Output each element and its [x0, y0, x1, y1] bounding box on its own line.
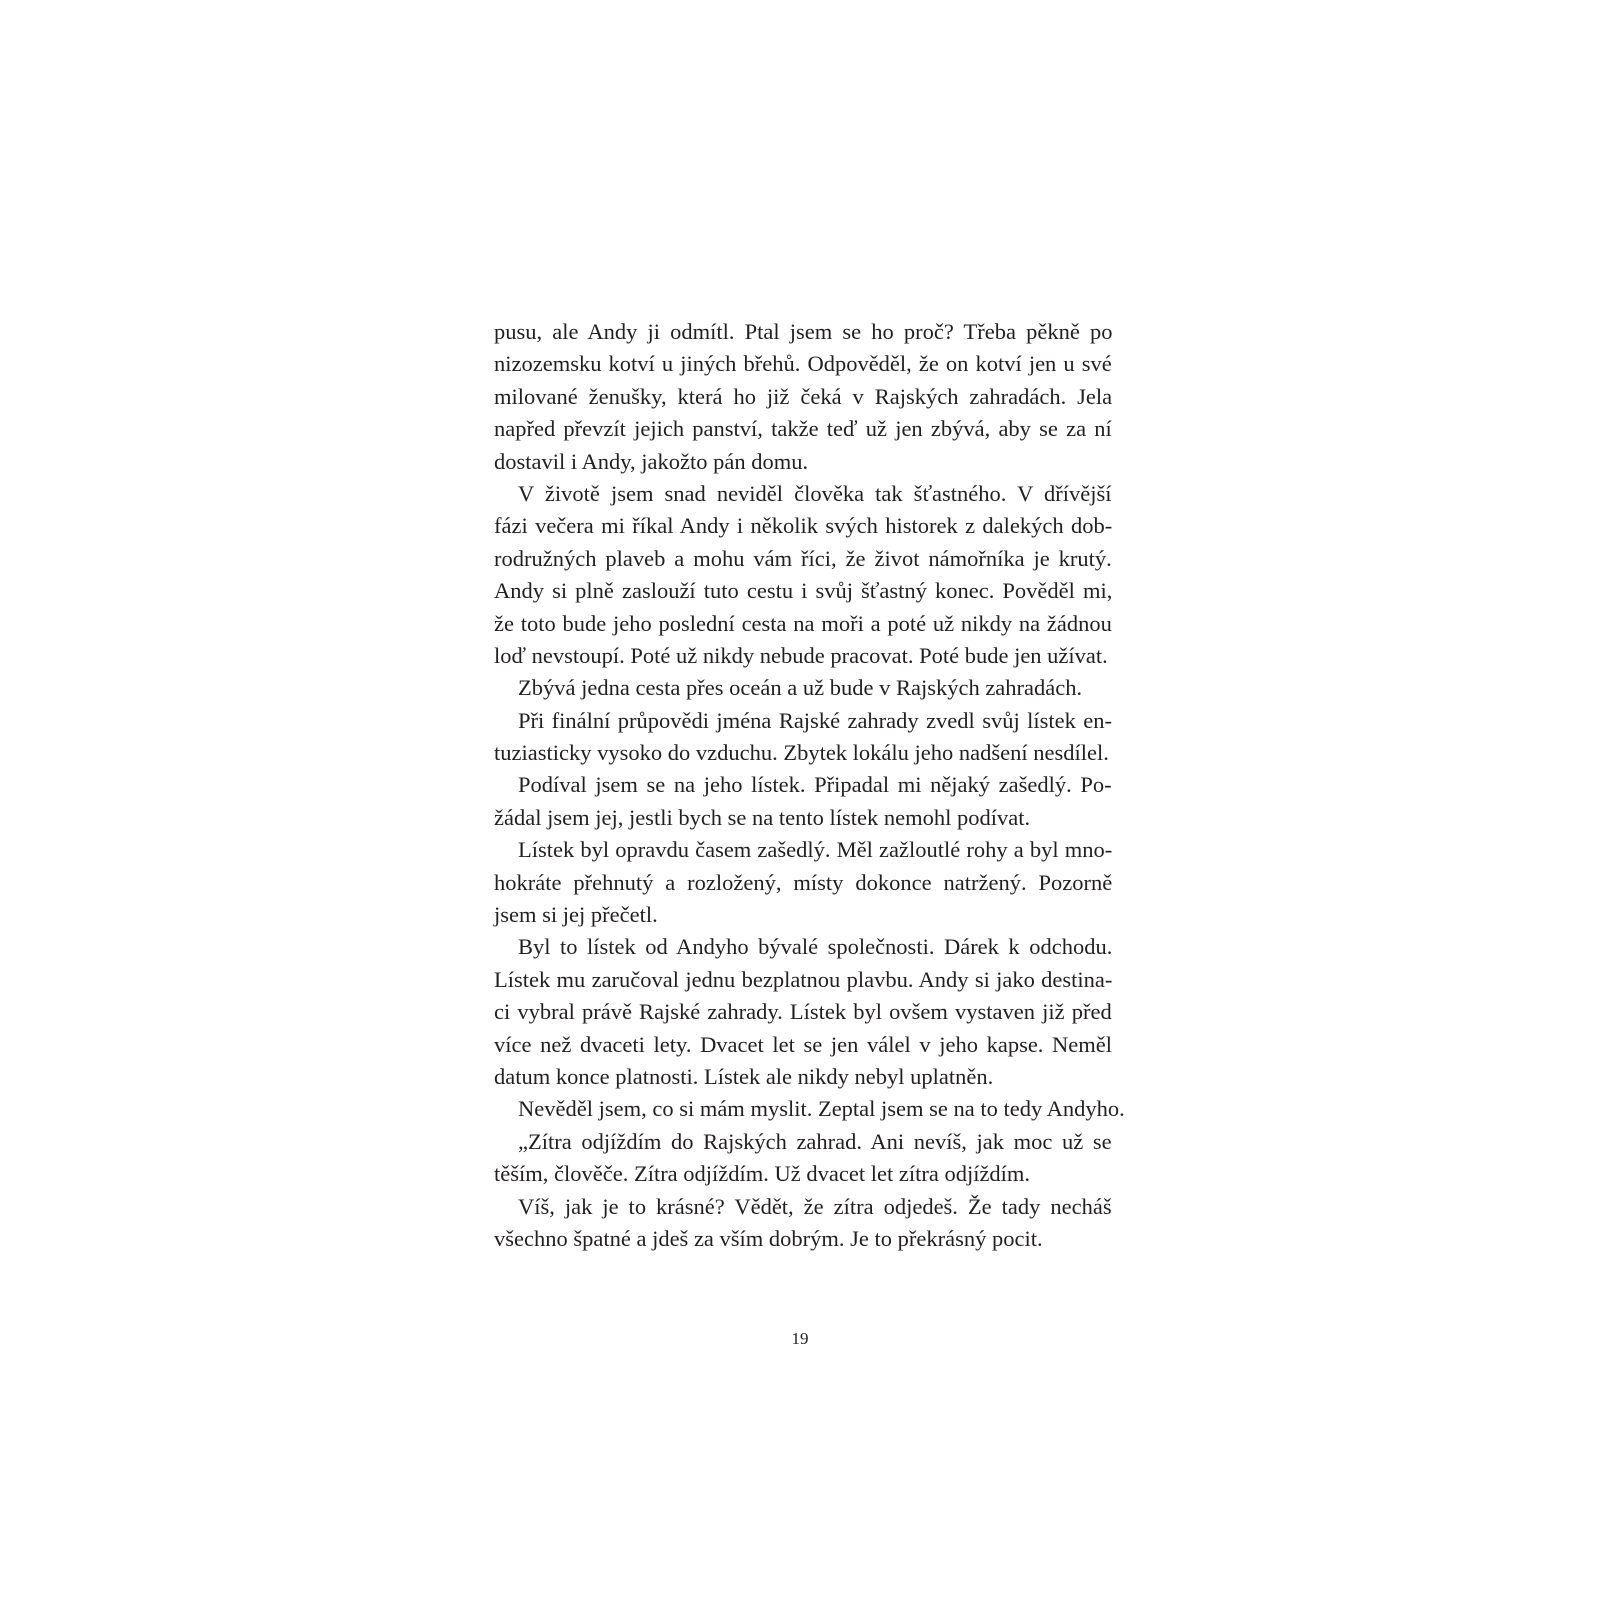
- text-line: Při finální průpovědi jména Rajské zahrady zvedl svůj lístek en-: [518, 707, 1112, 733]
- text-line: žádal jsem jej, jestli bych se na tento lístek nemohl podívat.: [494, 804, 1031, 830]
- text-line: jsem si jej přečetl.: [494, 902, 658, 928]
- text-line: Byl to lístek od Andyho bývalé společnosti. Dárek k odchodu.: [518, 934, 1113, 960]
- text-line: Zbývá jedna cesta přes oceán a už bude v Rajských zahradách.: [518, 675, 1083, 701]
- text-line: datum konce platnosti. Lístek ale nikdy nebyl uplatněn.: [494, 1063, 994, 1089]
- text-line: všechno špatné a jdeš za vším dobrým. Je to překrásný pocit.: [494, 1225, 1043, 1251]
- text-line: napřed převzít jejich panství, takže teď už jen zbývá, aby se za ní: [494, 416, 1112, 442]
- text-line: ci vybral právě Rajské zahrady. Lístek byl ovšem vystaven již před: [494, 999, 1112, 1025]
- text-line: že toto bude jeho poslední cesta na moři a poté už nikdy na žádnou: [494, 610, 1112, 636]
- text-line: Lístek mu zaručoval jednu bezplatnou plavbu. Andy si jako destina-: [494, 966, 1113, 992]
- text-line: dostavil i Andy, jakožto pán domu.: [494, 448, 809, 474]
- text-line: Víš, jak je to krásné? Vědět, že zítra odjedeš. Že tady necháš: [518, 1193, 1112, 1219]
- text-line: „Zítra odjíždím do Rajských zahrad. Ani nevíš, jak moc už se: [518, 1128, 1112, 1154]
- text-line: nizozemsku kotví u jiných břehů. Odpověděl, že on kotví jen u své: [494, 351, 1112, 377]
- text-line: více než dvaceti lety. Dvacet let se jen válel v jeho kapse. Neměl: [494, 1031, 1113, 1057]
- text-line: loď nevstoupí. Poté už nikdy nebude pracovat. Poté bude jen užívat.: [494, 642, 1108, 668]
- text-line: Lístek byl opravdu časem zašedlý. Měl zažloutlé rohy a byl mno-: [518, 837, 1113, 863]
- text-line: Podíval jsem se na jeho lístek. Připadal mi nějaký zašedlý. Po-: [518, 772, 1112, 798]
- text-line: rodružných plaveb a mohu vám říci, že život námořníka je krutý.: [494, 545, 1112, 571]
- text-line: milované ženušky, která ho již čeká v Rajských zahradách. Jela: [494, 383, 1113, 409]
- text-line: fázi večera mi říkal Andy i několik svých historek z dalekých dob-: [494, 513, 1113, 539]
- text-line: hokráte přehnutý a rozložený, místy dokonce natržený. Pozorně: [494, 869, 1113, 895]
- text-line: těším, člověče. Zítra odjíždím. Už dvacet let zítra odjíždím.: [494, 1161, 1031, 1187]
- text-line: V životě jsem snad neviděl člověka tak šťastného. V dřívější: [518, 480, 1112, 506]
- text-line: Andy si plně zaslouží tuto cestu i svůj šťastný konec. Pověděl mi,: [494, 578, 1113, 604]
- text-line: pusu, ale Andy ji odmítl. Ptal jsem se ho proč? Třeba pěkně po: [494, 319, 1113, 344]
- text-line: Nevěděl jsem, co si mám myslit. Zeptal jsem se na to tedy Andyho.: [518, 1096, 1125, 1122]
- body-text: [494, 316, 1125, 1255]
- page-number: 19: [791, 1329, 809, 1348]
- text-line: tuziasticky vysoko do vzduchu. Zbytek lokálu jeho nadšení nesdílel.: [494, 740, 1109, 766]
